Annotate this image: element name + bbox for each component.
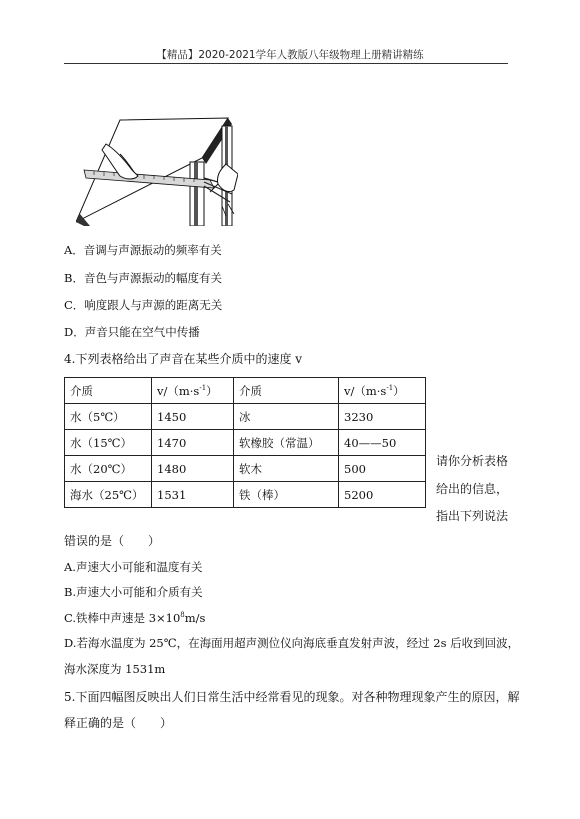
q4-side-text-1: 请你分析表格	[436, 454, 509, 468]
q4-option-a: A.声速大小可能和温度有关	[64, 560, 203, 574]
q5-stem-line-2: 释正确的是（ ）	[64, 716, 173, 730]
table-cell: 1480	[152, 456, 234, 482]
q4-side-text-2: 给出的信息，	[436, 482, 509, 496]
q4-option-d: D.若海水温度为 25℃，在海面用超声测位仪向海底垂直发射声波，经过 2s 后收到回波，	[64, 636, 520, 650]
table-header-cell: 介质	[234, 378, 339, 404]
table-header-cell: $v/(m\cdot s^{-1})$	[339, 378, 426, 404]
q4-option-b: B.声速大小可能和介质有关	[64, 585, 203, 599]
table-row	[65, 482, 426, 508]
table-cell: 40——50	[339, 430, 426, 456]
table-cell: 冰	[234, 404, 339, 430]
q3-option-d: D．声音只能在空气中传播	[64, 325, 200, 339]
q3-option-a: A．音调与声源振动的频率有关	[64, 243, 222, 257]
table-cell: 3230	[339, 404, 426, 430]
table-cell: 500	[339, 456, 426, 482]
q3-option-b: B．音色与声源振动的幅度有关	[64, 271, 222, 285]
q3-option-c: C．响度跟人与声源的距离无关	[64, 298, 223, 312]
q4-stem-continuation: 错误的是（ ）	[64, 534, 161, 548]
table-row	[65, 456, 426, 482]
q4-stem: 4.下列表格给出了声音在某些介质中的速度 v	[64, 352, 303, 366]
table-cell: 水（5℃）	[65, 404, 152, 430]
table-row	[65, 404, 426, 430]
table-header-cell: 介质	[65, 378, 152, 404]
table-cell: 软木	[234, 456, 339, 482]
q5-stem-line-1: 5.下面四幅图反映出人们日常生活中经常看见的现象。对各种物理现象产生的原因，解	[64, 690, 520, 704]
table-header-cell: $v/(m\cdot s^{-1})$	[152, 378, 234, 404]
table-cell: 水（20℃）	[65, 456, 152, 482]
table-cell: 1450	[152, 404, 234, 430]
table-cell: 1470	[152, 430, 234, 456]
table-cell: 软橡胶（常温）	[234, 430, 339, 456]
table-cell: 1531	[152, 482, 234, 508]
table-header-row	[65, 378, 426, 404]
q4-option-d-continued: 海水深度为 1531m	[64, 662, 166, 676]
q4-option-c: C.铁棒中声速是 $3\times 10^8m/s$	[64, 611, 206, 625]
q4-side-text-3: 指出下列说法	[436, 509, 509, 523]
page-header: 【精品】2020-2021学年人教版八年级物理上册精讲精练	[156, 49, 424, 61]
table-cell: 水（15℃）	[65, 430, 152, 456]
table-cell: 铁（棒）	[234, 482, 339, 508]
table-row	[65, 430, 426, 456]
table-cell: 海水（25℃）	[65, 482, 152, 508]
ruler-on-table-illustration	[76, 114, 238, 226]
header-divider	[64, 63, 508, 64]
table-cell: 5200	[339, 482, 426, 508]
speed-table	[64, 377, 426, 508]
